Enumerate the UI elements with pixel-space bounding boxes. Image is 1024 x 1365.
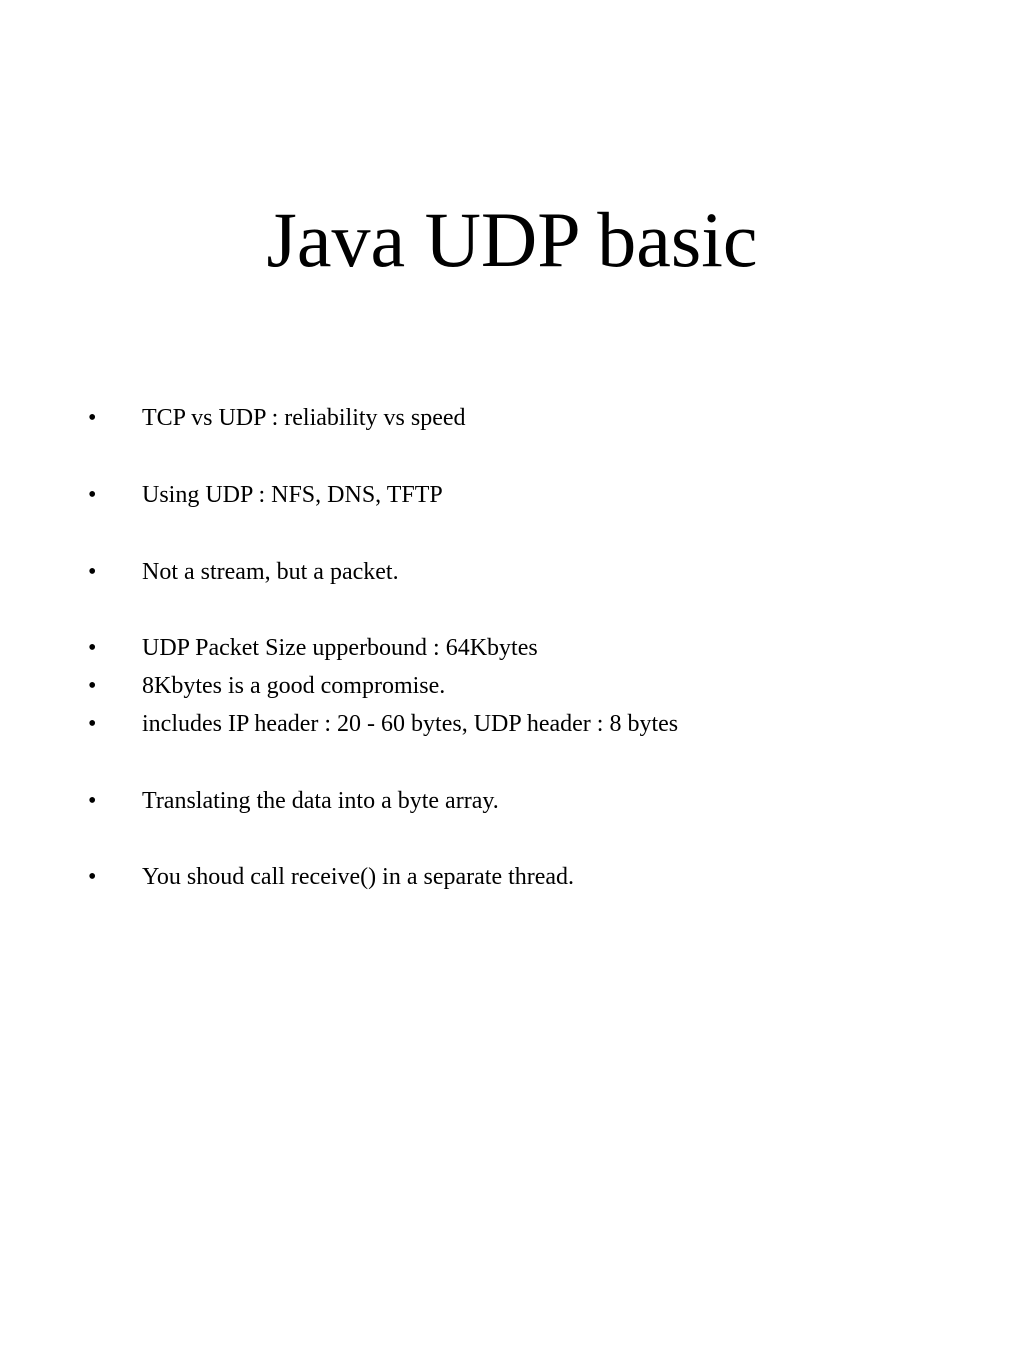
bullet-marker: • xyxy=(88,673,97,699)
bullet-marker: • xyxy=(88,635,97,661)
bullet-text: includes IP header : 20 - 60 bytes, UDP header : 8 bytes xyxy=(142,711,679,737)
bullet-text: Not a stream, but a packet. xyxy=(142,559,399,585)
bullet-text: Using UDP : NFS, DNS, TFTP xyxy=(142,482,443,508)
bullet-marker: • xyxy=(88,711,97,737)
slide-title: Java UDP basic xyxy=(266,196,758,283)
bullet-text: 8Kbytes is a good compromise. xyxy=(142,673,446,699)
bullet-text: TCP vs UDP : reliability vs speed xyxy=(142,405,466,431)
bullet-marker: • xyxy=(88,788,97,814)
bullet-text: You shoud call receive() in a separate thread. xyxy=(142,864,575,890)
bullet-marker: • xyxy=(88,482,97,508)
bullet-marker: • xyxy=(88,864,97,890)
bullet-marker: • xyxy=(88,559,97,585)
bullet-text: UDP Packet Size upperbound : 64Kbytes xyxy=(142,635,538,661)
bullet-text: Translating the data into a byte array. xyxy=(142,788,499,814)
bullet-marker: • xyxy=(88,405,97,431)
